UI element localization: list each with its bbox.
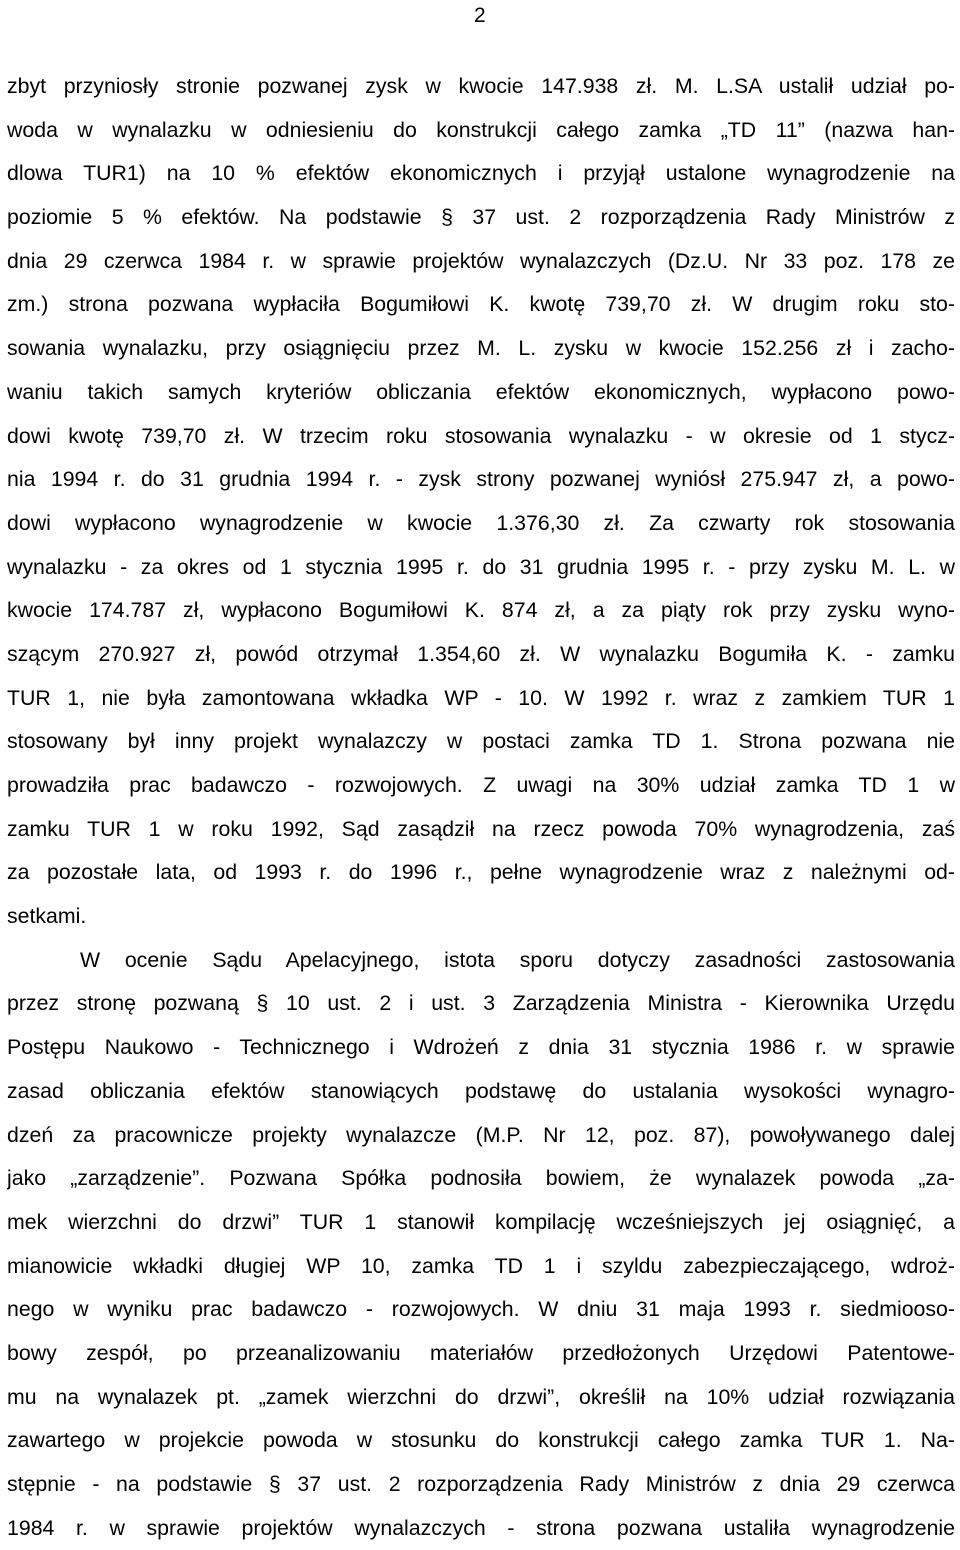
text-line: dowi kwotę 739,70 zł. W trzecim roku stosowania wynalazku - w okresie od 1 stycz- xyxy=(7,423,955,448)
text-line: nego w wyniku prac badawczo - rozwojowych. W dniu 31 maja 1993 r. siedmiooso- xyxy=(7,1297,955,1322)
text-line: waniu takich samych kryteriów obliczania efektów ekonomicznych, wypłacono powo- xyxy=(7,379,955,404)
text-line: stępnie - na podstawie § 37 ust. 2 rozporządzenia Rady Ministrów z dnia 29 czerwca xyxy=(7,1472,955,1496)
page-number: 2 xyxy=(474,4,486,27)
text-line: dnia 29 czerwca 1984 r. w sprawie projektów wynalazczych (Dz.U. Nr 33 poz. 178 ze xyxy=(7,248,955,273)
text-line: TUR 1, nie była zamontowana wkładka WP - 10. W 1992 r. wraz z zamkiem TUR 1 xyxy=(7,685,955,710)
text-line: dzeń za pracownicze projekty wynalazcze (M.P. Nr 12, poz. 87), powoływanego dalej xyxy=(7,1122,955,1147)
text-line: Postępu Naukowo - Technicznego i Wdrożeń z dnia 31 stycznia 1986 r. w sprawie xyxy=(7,1035,955,1060)
text-line: W ocenie Sądu Apelacyjnego, istota sporu dotyczy zasadności zastosowania xyxy=(80,947,955,972)
document-body xyxy=(7,65,955,1550)
text-line: stosowany był inny projekt wynalazczy w postaci zamka TD 1. Strona pozwana nie xyxy=(7,729,955,754)
text-line: dlowa TUR1) na 10 % efektów ekonomicznych i przyjął ustalone wynagrodzenie na xyxy=(7,161,955,186)
text-line: woda w wynalazku w odniesieniu do konstrukcji całego zamka „TD 11” (nazwa han- xyxy=(7,117,955,142)
text-line: nia 1994 r. do 31 grudnia 1994 r. - zysk strony pozwanej wyniósł 275.947 zł, a powo- xyxy=(7,467,955,492)
text-line: 1984 r. w sprawie projektów wynalazczych - strona pozwana ustaliła wynagrodzenie xyxy=(7,1515,955,1540)
text-line: za pozostałe lata, od 1993 r. do 1996 r., pełne wynagrodzenie wraz z należnymi od- xyxy=(7,860,955,885)
text-line: zm.) strona pozwana wypłaciła Bogumiłowi K. kwotę 739,70 zł. W drugim roku sto- xyxy=(7,292,955,317)
text-line: wynalazku - za okres od 1 stycznia 1995 r. do 31 grudnia 1995 r. - przy zysku M. L. w xyxy=(7,554,955,579)
text-line: jako „zarządzenie”. Pozwana Spółka podnosiła bowiem, że wynalazek powoda „za- xyxy=(7,1166,955,1191)
text-line: dowi wypłacono wynagrodzenie w kwocie 1.376,30 zł. Za czwarty rok stosowania xyxy=(7,510,955,535)
text-line: szącym 270.927 zł, powód otrzymał 1.354,60 zł. W wynalazku Bogumiła K. - zamku xyxy=(7,641,955,666)
text-line: zbyt przyniosły stronie pozwanej zysk w kwocie 147.938 zł. M. L.SA ustalił udział po- xyxy=(7,74,955,98)
text-line: przez stronę pozwaną § 10 ust. 2 i ust. 3 Zarządzenia Ministra - Kierownika Urzędu xyxy=(7,991,955,1016)
text-line: mianowicie wkładki długiej WP 10, zamka TD 1 i szyldu zabezpieczającego, wdroż- xyxy=(7,1253,955,1278)
text-line: zasad obliczania efektów stanowiących podstawę do ustalania wysokości wynagro- xyxy=(7,1078,955,1103)
text-line: setkami. xyxy=(7,904,87,929)
text-line: zawartego w projekcie powoda w stosunku do konstrukcji całego zamka TUR 1. Na- xyxy=(7,1428,955,1453)
text-line: sowania wynalazku, przy osiągnięciu przez M. L. zysku w kwocie 152.256 zł i zacho- xyxy=(7,336,955,361)
text-line: prowadziła prac badawczo - rozwojowych. Z uwagi na 30% udział zamka TD 1 w xyxy=(7,773,955,797)
text-line: mu na wynalazek pt. „zamek wierzchni do drzwi”, określił na 10% udział rozwiązania xyxy=(7,1384,955,1409)
text-line: poziomie 5 % efektów. Na podstawie § 37 ust. 2 rozporządzenia Rady Ministrów z xyxy=(7,205,955,230)
text-line: kwocie 174.787 zł, wypłacono Bogumiłowi K. 874 zł, a za piąty rok przy zysku wyno- xyxy=(7,598,955,623)
text-line: mek wierzchni do drzwi” TUR 1 stanowił kompilację wcześniejszych jej osiągnięć, a xyxy=(7,1209,955,1234)
text-line: bowy zespół, po przeanalizowaniu materiałów przedłożonych Urzędowi Patentowe- xyxy=(7,1340,955,1365)
text-line: zamku TUR 1 w roku 1992, Sąd zasądził na rzecz powoda 70% wynagrodzenia, zaś xyxy=(7,816,955,841)
